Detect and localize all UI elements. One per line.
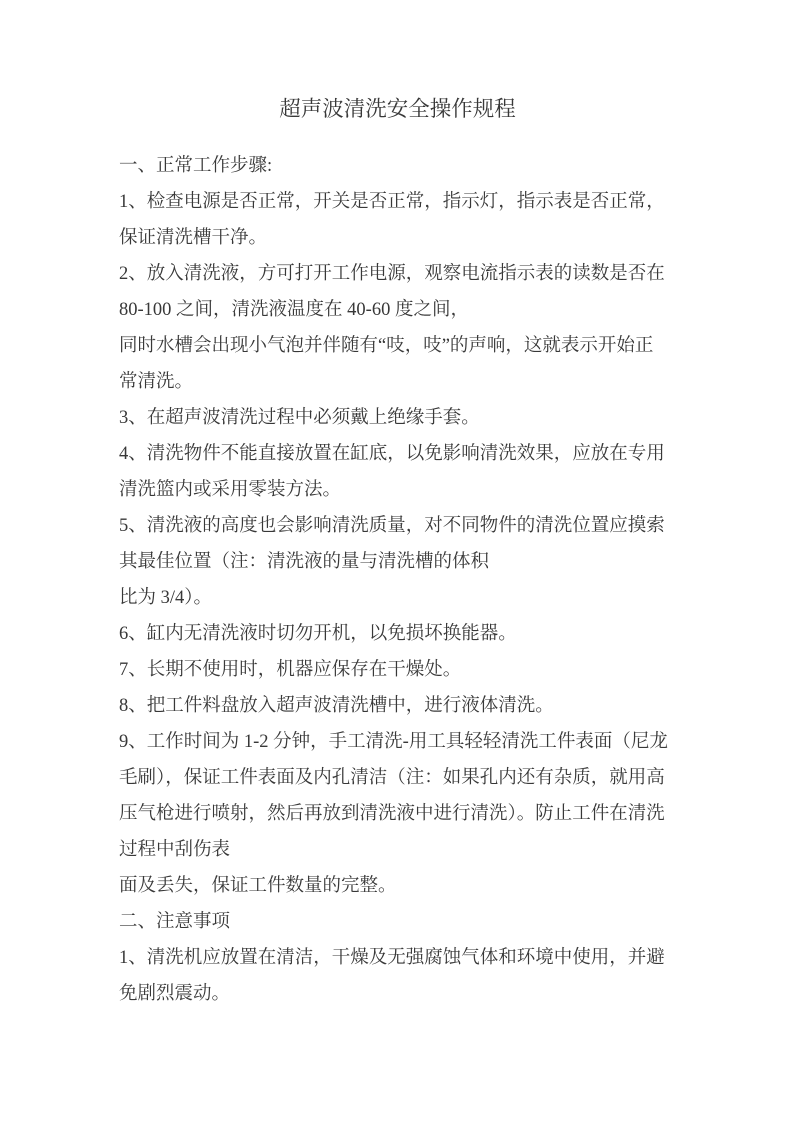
doc-line: 清洗篮内或采用零装方法。 <box>119 480 342 500</box>
doc-line: 5、清洗液的高度也会影响清洗质量，对不同物件的清洗位置应摸索 <box>119 516 665 536</box>
doc-line: 6、缸内无清洗液时切勿开机，以免损坏换能器。 <box>119 624 517 644</box>
doc-line: 比为 3/4）。 <box>119 588 213 608</box>
doc-line: 8、把工件料盘放入超声波清洗槽中，进行液体清洗。 <box>119 696 554 716</box>
document-body <box>119 148 676 1012</box>
doc-line: 3、在超声波清洗过程中必须戴上绝缘手套。 <box>119 408 480 428</box>
doc-line: 保证清洗槽干净。 <box>119 228 268 248</box>
section-heading-notes: 二、注意事项 <box>119 912 231 932</box>
doc-line: 4、清洗物件不能直接放置在缸底，以免影响清洗效果，应放在专用 <box>119 444 665 464</box>
doc-line: 其最佳位置（注：清洗液的量与清洗槽的体积 <box>119 552 490 572</box>
page-title: 超声波清洗安全操作规程 <box>279 97 516 121</box>
doc-line: 2、放入清洗液，方可打开工作电源，观察电流指示表的读数是否在 <box>119 264 665 284</box>
doc-line: 过程中刮伤表 <box>119 840 231 860</box>
doc-line: 毛刷），保证工件表面及内孔清洁（注：如果孔内还有杂质，就用高 <box>119 768 665 788</box>
section-heading-normal-steps: 一、正常工作步骤: <box>119 156 273 176</box>
doc-line: 同时水槽会出现小气泡并伴随有“吱，吱”的声响，这就表示开始正 <box>119 336 654 356</box>
doc-line: 免剧烈震动。 <box>119 984 231 1004</box>
doc-line: 面及丢失，保证工件数量的完整。 <box>119 876 397 896</box>
doc-line: 1、检查电源是否正常，开关是否正常，指示灯，指示表是否正常， <box>119 192 665 212</box>
doc-line: 1、清洗机应放置在清洁，干燥及无强腐蚀气体和环境中使用，并避 <box>119 948 665 968</box>
doc-line: 80-100 之间，清洗液温度在 40-60 度之间， <box>119 300 469 320</box>
doc-line: 7、长期不使用时，机器应保存在干燥处。 <box>119 660 462 680</box>
doc-line: 常清洗。 <box>119 372 194 392</box>
doc-line: 压气枪进行喷射，然后再放到清洗液中进行清洗）。防止工件在清洗 <box>119 804 665 824</box>
doc-line: 9、工作时间为 1-2 分钟，手工清洗-用工具轻轻清洗工件表面（尼龙 <box>119 732 668 752</box>
